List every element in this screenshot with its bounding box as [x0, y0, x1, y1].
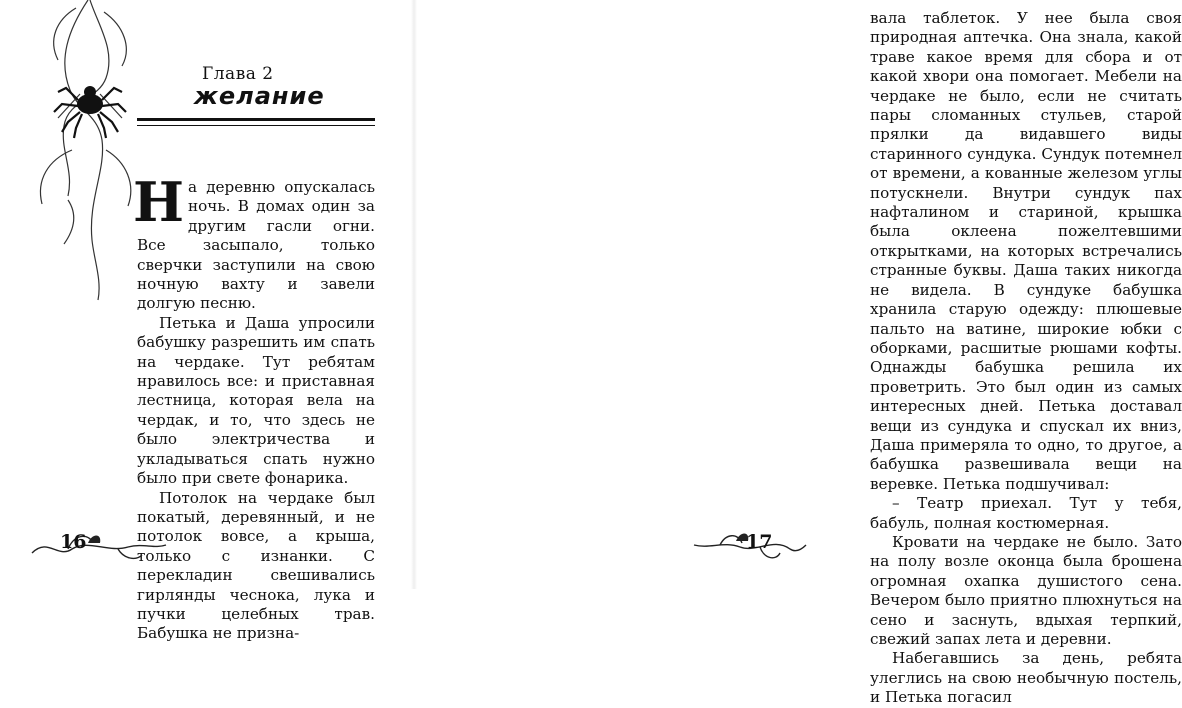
paragraph: Набегавшись за день, ребята улеглись на свою необычную постель, и Петька погасил [870, 649, 1182, 707]
paragraph: Петька и Даша упросили бабушку разрешить им спать на чердаке. Тут ребятам нравилось все: и приставная лестница, которая вела на чердак, и то, что здесь не было электричества и укладываться спать нужно было при свете фонарика. [137, 313, 375, 488]
paragraph: Кровати на чердаке не было. Зато на полу возле оконца была брошена огромная охапка душистого сена. Вечером было приятно плюхнуться на сено и заснуть, вдыхая терпкий, свежий запах лета и деревни. [870, 532, 1182, 648]
title-rule-thick [137, 118, 375, 121]
page-number-left: 16 [60, 531, 87, 553]
left-page [0, 0, 414, 643]
vine-ornament-left [28, 519, 168, 565]
paragraph: вала таблеток. У нее была своя природная аптечка. Она знала, какой траве какое время для сбора и от какой хвори она помогает. Мебели на чердаке не было, если не считать пары сломанных стульев, старой прялки да видавшего виды старинного сундука. Сундук потемнел от времени, а кованные железом углы потускнели. Внутри сундук пах нафталином и стариной, крышка была оклеена пожелтевшими открытками, на которых встречались странные буквы. Даша таких никогда не видела. В сундуке бабушка хранила старую одежду: плюшевые пальто на ватине, широкие юбки с оборками, расшитые рюшами кофты. Однажды бабушка решила их проветрить. Это был один из самых интересных дней. Петька доставал вещи из сундука и спускал их вниз, Даша примеряла то одно, то другое, а бабушка развешивала вещи на веревке. Петька подшучивал: [870, 9, 1182, 493]
title-rule-thin [137, 125, 375, 126]
chapter-label: Глава 2 [202, 64, 274, 84]
paragraph: – Театр приехал. Тут у тебя, бабуль, полная костюмерная. [870, 494, 1182, 532]
paragraph [133, 170, 375, 314]
page-number-right: 17 [746, 531, 773, 553]
right-body-text [870, 9, 1182, 708]
paragraph: Потолок на чердаке был покатый, деревянный, и не потолок вовсе, а крыша, только с изнанки. С перекладин свешивались гирлянды чеснока, лука и пучки целебных трав. Бабушка не призна- [137, 488, 375, 643]
chapter-title: желание [194, 82, 325, 110]
spider-icon [54, 86, 126, 138]
left-body-text [133, 170, 375, 644]
right-page [414, 0, 1182, 707]
paragraph-text: а деревню опускалась ночь. В домах один за другим гасли огни. Все засыпало, только сверчки заступили на свою ночную вахту и завели долгую песню. [137, 178, 375, 313]
cobweb-spider-ornament [28, 0, 148, 300]
drop-cap: Н [133, 170, 185, 234]
